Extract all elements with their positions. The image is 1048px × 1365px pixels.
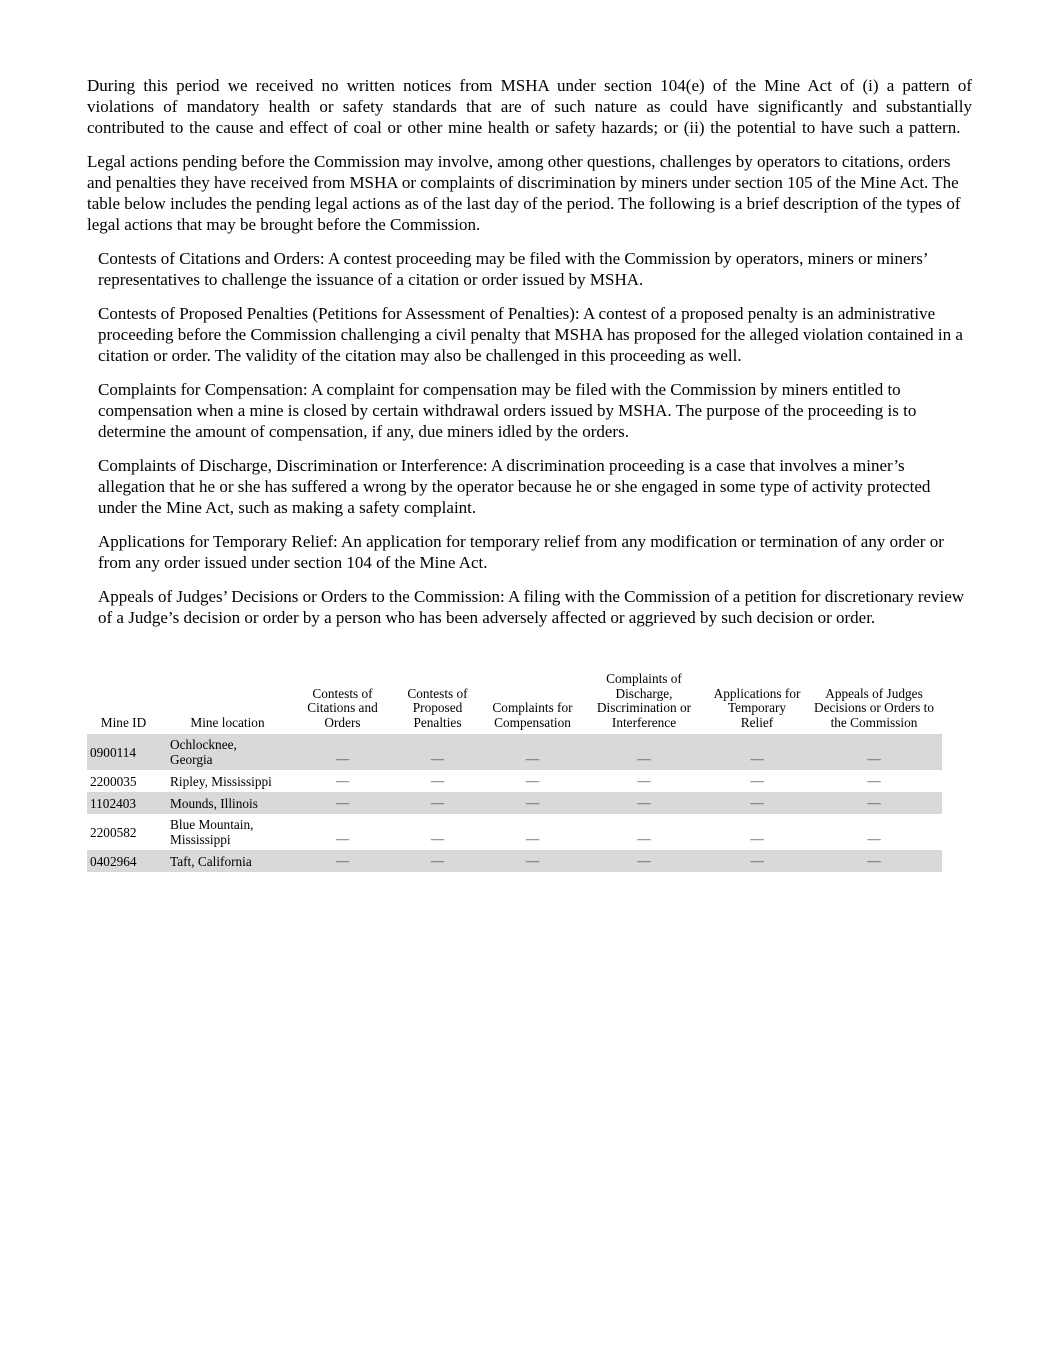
legal-action-count-cell: — xyxy=(750,853,764,868)
paragraph-applications-relief: Applications for Temporary Relief: An application for temporary relief from any modification or termination of any order or from any order issued under section 104 of the Mine Act. xyxy=(98,532,944,572)
legal-action-count-cell: — xyxy=(430,773,445,788)
paragraph-appeals-decisions: Appeals of Judges’ Decisions or Orders to the Commission: A filing with the Commission of a petition for discretionary review of a Judge’s decision or order by a person who has been adversely affected or aggrieved by such decision or order. xyxy=(98,587,965,627)
paragraph-msha-notices: During this period we received no written notices from MSHA under section 104(e) of the Mine Act of (i) a pattern of violations of mandatory health or safety standards that are of such nature as could have significantly and substantially contributed to the cause and effect of coal or other mine health or safety hazards; or (ii) the potential to have such a pattern. xyxy=(87,76,972,137)
legal-action-count-cell: — xyxy=(867,853,881,868)
paragraph-contests-penalties: Contests of Proposed Penalties (Petitions for Assessment of Penalties): A contest of a proposed penalty is an administrative proceeding before the Commission challenging a civil penalty that MSHA has proposed for the alleged violation contained in a citation or order. The validity of the citation may also be challenged in this proceeding as well. xyxy=(98,304,963,365)
table-row xyxy=(87,850,942,872)
legal-action-count-cell: — xyxy=(430,831,445,846)
column-header-contests-penalties: Contests of Proposed Penalties xyxy=(407,685,468,730)
legal-action-count-cell: — xyxy=(525,831,540,846)
legal-action-count-cell: — xyxy=(335,773,350,788)
mine-location-cell: Mounds, Illinois xyxy=(170,795,258,811)
mine-id-cell: 0402964 xyxy=(90,853,137,869)
legal-action-count-cell: — xyxy=(335,831,350,846)
legal-action-count-cell: — xyxy=(750,751,764,766)
legal-action-count-cell: — xyxy=(867,773,881,788)
legal-action-count-cell: — xyxy=(525,751,540,766)
column-header-mine-location: Mine location xyxy=(190,714,265,730)
legal-action-count-cell: — xyxy=(750,831,764,846)
mine-location-cell: Ochlocknee, Georgia xyxy=(170,737,237,767)
legal-action-count-cell: — xyxy=(750,773,764,788)
column-header-mine-id: Mine ID xyxy=(100,714,147,730)
table-header-row xyxy=(87,672,942,734)
paragraph-complaints-discrimination: Complaints of Discharge, Discrimination or Interference: A discrimination proceeding is a case that involves a miner’s allegation that he or she has suffered a wrong by the operator because he or she engaged in some type of activity protected under the Mine Act, such as making a safety complaint. xyxy=(98,456,931,517)
legal-action-count-cell: — xyxy=(430,795,445,810)
table-row xyxy=(87,770,942,792)
paragraph-legal-actions-intro: Legal actions pending before the Commission may involve, among other questions, challenges by operators to citations, orders and penalties they have received from MSHA or complaints of discrimination by miners under section 105 of the Mine Act. The table below includes the pending legal actions as of the last day of the period. The following is a brief description of the types of legal actions that may be brought before the Commission. xyxy=(87,152,961,234)
legal-action-count-cell: — xyxy=(430,751,445,766)
mine-id-cell: 2200582 xyxy=(90,824,137,840)
column-header-applications-relief: Applications for Temporary Relief xyxy=(713,685,801,730)
legal-action-count-cell: — xyxy=(867,751,881,766)
mine-id-cell: 1102403 xyxy=(90,795,137,811)
legal-action-count-cell: — xyxy=(750,795,764,810)
paragraph-complaints-compensation: Complaints for Compensation: A complaint for compensation may be filed with the Commission by miners entitled to compensation when a mine is closed by certain withdrawal orders issued by MSHA. The purpose of the proceeding is to determine the amount of compensation, if any, due miners idled by the orders. xyxy=(98,380,917,441)
legal-action-count-cell: — xyxy=(525,795,540,810)
mine-id-cell: 2200035 xyxy=(90,773,137,789)
legal-action-count-cell: — xyxy=(637,853,651,868)
column-header-appeals-decisions: Appeals of Judges Decisions or Orders to the Commission xyxy=(813,685,935,730)
paragraph-contests-citations: Contests of Citations and Orders: A contest proceeding may be filed with the Commission by operators, miners or miners’ representatives to challenge the issuance of a citation or order issued by MSHA. xyxy=(98,249,928,289)
legal-action-count-cell: — xyxy=(637,795,651,810)
mine-id-cell: 0900114 xyxy=(90,744,137,760)
column-header-complaints-discrimination: Complaints of Discharge, Discrimination or Interference xyxy=(596,671,692,730)
legal-action-count-cell: — xyxy=(335,853,350,868)
legal-action-count-cell: — xyxy=(637,831,651,846)
legal-action-count-cell: — xyxy=(335,751,350,766)
table-row xyxy=(87,814,942,850)
legal-action-count-cell: — xyxy=(430,853,445,868)
legal-action-count-cell: — xyxy=(335,795,350,810)
legal-action-count-cell: — xyxy=(867,795,881,810)
legal-action-count-cell: — xyxy=(525,853,540,868)
table-row xyxy=(87,734,942,770)
pending-legal-actions-table xyxy=(87,672,942,872)
column-header-contests-citations: Contests of Citations and Orders xyxy=(307,685,378,730)
mine-location-cell: Taft, California xyxy=(170,853,252,869)
column-header-complaints-compensation: Complaints for Compensation xyxy=(492,700,573,730)
legal-action-count-cell: — xyxy=(525,773,540,788)
mine-location-cell: Blue Mountain, Mississippi xyxy=(170,817,254,847)
mine-location-cell: Ripley, Mississippi xyxy=(170,773,272,789)
table-row xyxy=(87,792,942,814)
legal-action-count-cell: — xyxy=(637,751,651,766)
legal-action-count-cell: — xyxy=(637,773,651,788)
legal-action-count-cell: — xyxy=(867,831,881,846)
